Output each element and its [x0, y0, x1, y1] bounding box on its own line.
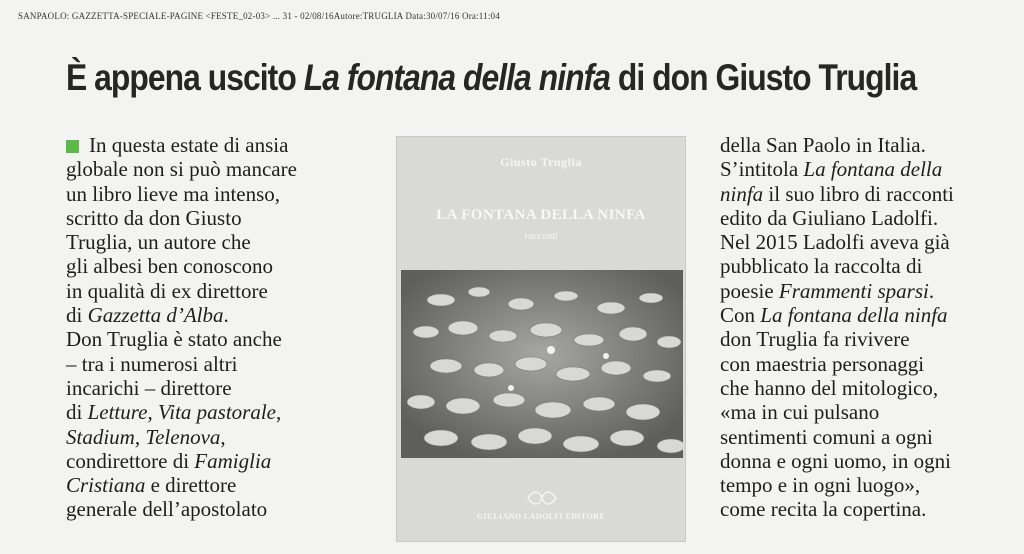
text-line [66, 303, 366, 327]
text-span: S’intitola [720, 157, 804, 182]
text-span: , [276, 400, 282, 425]
text-line: scritto da don Giusto [66, 205, 242, 230]
text-span: poesie [720, 278, 779, 303]
italic-title: La fontana della ninfa [760, 303, 948, 328]
water-lilies-photo [401, 270, 683, 458]
text-line [66, 400, 366, 424]
text-line [720, 157, 1010, 181]
text-line [66, 133, 366, 157]
article-left-column [66, 133, 366, 522]
headline-book-title: La fontana della ninfa [303, 57, 610, 98]
article-right-column [720, 133, 1010, 522]
text-line: Truglia, un autore che [66, 230, 251, 255]
italic-title: Frammenti sparsi [778, 278, 929, 303]
text-line: che hanno del mitologico, [720, 375, 939, 400]
text-span: Con [720, 303, 761, 328]
text-line: gli albesi ben conoscono [66, 254, 274, 279]
text-line: generale dell’apostolato [66, 497, 268, 522]
text-line: tempo e in ogni luogo», [720, 473, 921, 498]
cover-subtitle: racconti [524, 231, 558, 242]
headline [66, 56, 917, 100]
text-line [720, 182, 1010, 206]
text-line: – tra i numerosi altri [66, 351, 238, 376]
text-span: , [220, 424, 226, 449]
text-line: come recita la copertina. [720, 497, 927, 522]
italic-title: Famiglia [194, 448, 272, 473]
text-line: don Truglia fa rivivere [720, 327, 910, 352]
text-line [720, 303, 1010, 327]
text-line: Don Truglia è stato anche [66, 327, 282, 352]
italic-title: Telenova [145, 424, 221, 449]
headline-part-3: di don Giusto Truglia [609, 57, 917, 98]
text-line [66, 473, 366, 497]
publisher-logo-icon [525, 487, 559, 509]
italic-title: Cristiana [66, 473, 146, 498]
text-line: globale non si può mancare [66, 157, 297, 182]
italic-title: Letture [87, 400, 148, 425]
italic-title: Gazzetta d’Alba [87, 303, 224, 328]
text-line: pubblicato la raccolta di [720, 254, 923, 279]
text-line: «ma in cui pulsano [720, 400, 880, 425]
text-line [720, 279, 1010, 303]
text-line: Nel 2015 Ladolfi aveva già [720, 230, 950, 255]
text-line: donna e ogni uomo, in ogni [720, 448, 951, 473]
text-line: con maestria personaggi [720, 351, 925, 376]
book-cover [396, 136, 686, 542]
text-line [66, 449, 366, 473]
text-line [66, 425, 366, 449]
text-span: il suo libro di racconti [763, 181, 954, 206]
italic-title: Vita pastorale [157, 400, 277, 425]
text-span: di [66, 400, 88, 425]
text-span: condirettore di [66, 448, 195, 473]
text-span: In questa estate di ansia [89, 133, 289, 157]
text-span: e direttore [145, 473, 237, 498]
text-line: un libro lieve ma intenso, [66, 181, 281, 206]
page-slug: SANPAOLO: GAZZETTA-SPECIALE-PAGINE <FESTE_02-03> ... 31 - 02/08/16Autore:TRUGLIA Data:30/07/16 Ora:11:04 [18, 11, 500, 21]
text-span: . [223, 303, 229, 328]
text-line: sentimenti comuni a ogni [720, 424, 933, 449]
text-span: , [147, 400, 158, 425]
text-span: di [66, 303, 88, 328]
italic-title: Stadium [66, 424, 135, 449]
cover-title: LA FONTANA DELLA NINFA [436, 207, 646, 223]
text-line: incarichi – direttore [66, 375, 232, 400]
green-square-icon [66, 140, 79, 153]
cover-publisher: GIULIANO LADOLFI EDITORE [476, 512, 606, 521]
text-line: edito da Giuliano Ladolfi. [720, 205, 939, 230]
cover-author: Giusto Truglia [500, 155, 582, 169]
headline-part-1: È appena uscito [66, 57, 304, 98]
text-line: della San Paolo in Italia. [720, 133, 926, 157]
text-span: , [134, 424, 146, 449]
italic-title: ninfa [720, 181, 764, 206]
text-line: in qualità di ex direttore [66, 278, 268, 303]
italic-title: La fontana della [803, 157, 943, 182]
text-span: . [928, 278, 935, 303]
